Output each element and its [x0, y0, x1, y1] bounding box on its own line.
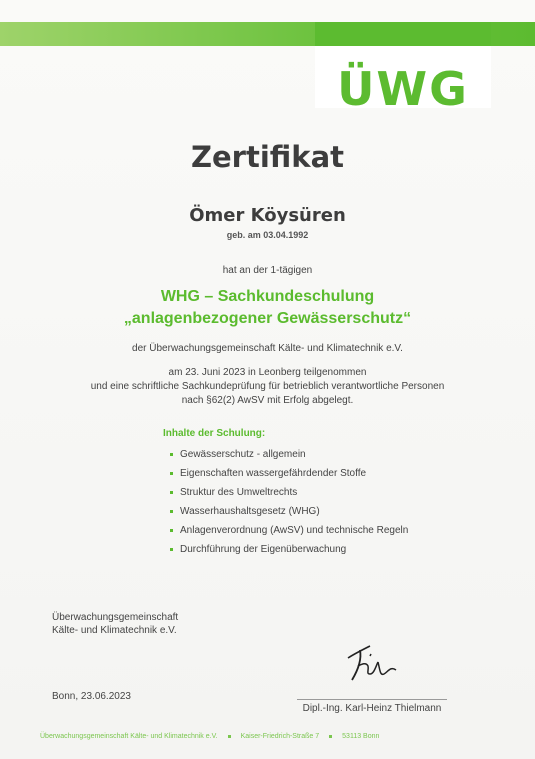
list-item-label: Wasserhaushaltsgesetz (WHG)	[180, 506, 320, 517]
list-item	[170, 502, 408, 521]
bullet-icon	[170, 491, 173, 494]
list-item	[170, 445, 408, 464]
contents-heading: Inhalte der Schulung:	[163, 428, 266, 439]
list-item-label: Gewässerschutz - allgemein	[180, 449, 306, 460]
issuer-organization	[52, 611, 178, 637]
list-item-label: Durchführung der Eigenüberwachung	[180, 544, 347, 555]
issuer-line-2: Kälte- und Klimatechnik e.V.	[52, 625, 177, 636]
bullet-icon	[170, 548, 173, 551]
detail-line-3: nach §62(2) AwSV mit Erfolg abgelegt.	[181, 395, 354, 406]
course-title-line1: WHG – Sachkundeschulung	[160, 288, 375, 305]
issue-date: Bonn, 23.06.2023	[52, 691, 131, 702]
bullet-icon	[170, 529, 173, 532]
signer-name: Dipl.-Ing. Karl-Heinz Thielmann	[302, 703, 442, 714]
list-item	[170, 483, 408, 502]
intro-text: hat an der 1-tägigen	[222, 265, 313, 276]
issuer-line-1: Überwachungsgemeinschaft	[52, 612, 179, 623]
detail-line-1: am 23. Juni 2023 in Leonberg teilgenommen	[168, 367, 367, 378]
course-title-line2: „anlagenbezogener Gewässerschutz“	[123, 310, 412, 327]
footer-org: Überwachungsgemeinschaft Kälte- und Klimatechnik e.V.	[40, 733, 218, 740]
list-item-label: Eigenschaften wassergefährdender Stoffe	[180, 468, 367, 479]
detail-line-2: und eine schriftliche Sachkundeprüfung für betrieblich verantwortliche Personen	[90, 381, 445, 392]
footer-dot-icon	[228, 735, 231, 738]
footer-city: 53113 Bonn	[342, 733, 380, 740]
bullet-icon	[170, 510, 173, 513]
uewg-logo	[315, 22, 491, 116]
signature-line	[297, 699, 447, 700]
contents-list	[170, 445, 408, 559]
recipient-name: Ömer Köysüren	[189, 205, 346, 226]
footer-address	[40, 733, 500, 740]
logo-text: ÜWG	[337, 62, 469, 116]
bullet-icon	[170, 453, 173, 456]
list-item	[170, 540, 408, 559]
bullet-icon	[170, 472, 173, 475]
organizer-text: der Überwachungsgemeinschaft Kälte- und Klimatechnik e.V.	[132, 343, 403, 354]
certificate-title: Zertifikat	[190, 140, 344, 174]
signature-icon	[340, 636, 400, 686]
logo-band	[315, 22, 491, 46]
list-item	[170, 464, 408, 483]
list-item-label: Struktur des Umweltrechts	[180, 487, 298, 498]
footer-dot-icon	[329, 735, 332, 738]
recipient-dob: geb. am 03.04.1992	[226, 230, 309, 240]
list-item	[170, 521, 408, 540]
list-item-label: Anlagenverordnung (AwSV) und technische Regeln	[180, 525, 409, 536]
footer-street: Kaiser-Friedrich-Straße 7	[240, 733, 320, 740]
